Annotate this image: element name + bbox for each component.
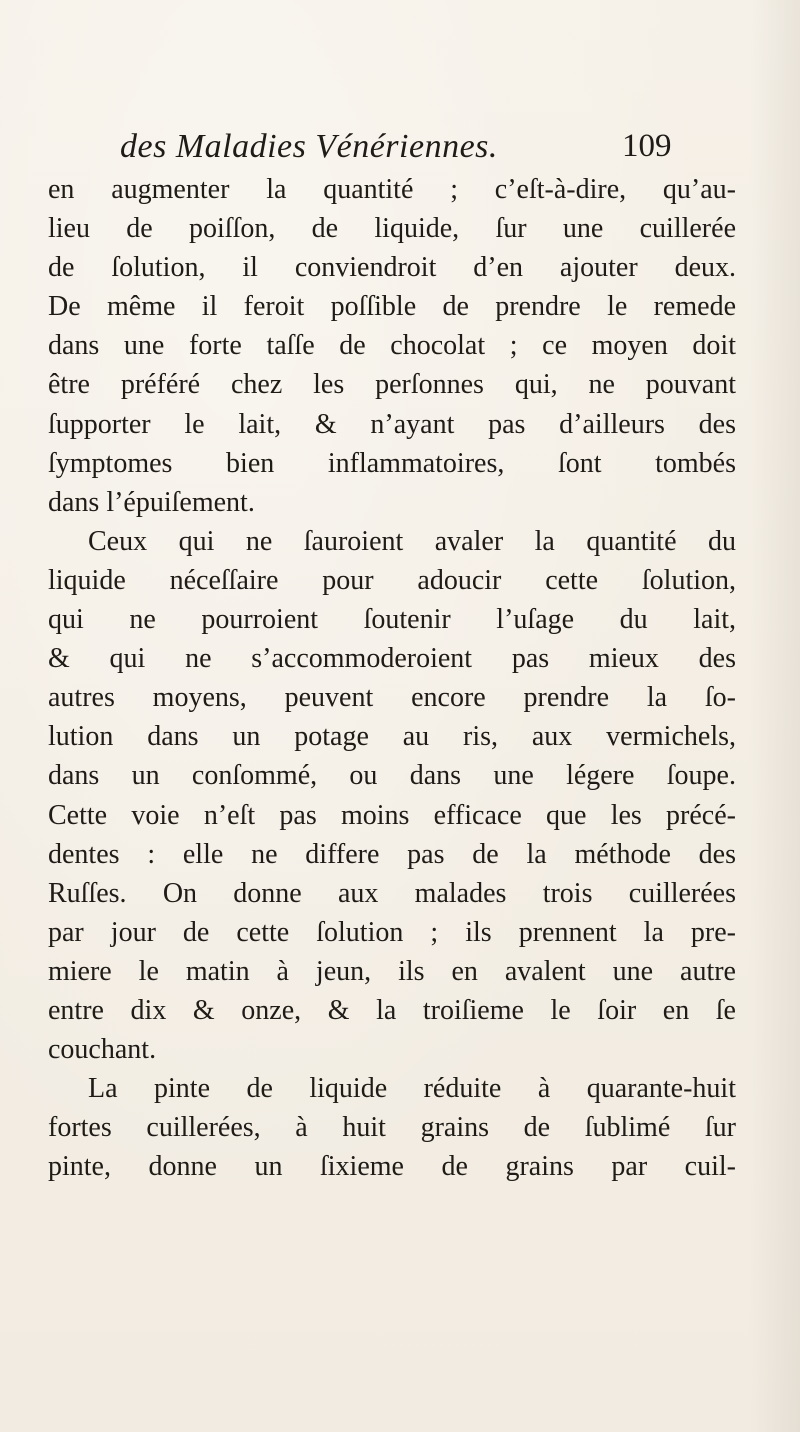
text-line: pinte, donne un ſixieme de grains par cuil- [48, 1151, 736, 1183]
text-line: autres moyens, peuvent encore prendre la ſo- [48, 682, 736, 714]
running-title: des Maladies Vénériennes. [120, 128, 498, 165]
body-text [48, 170, 736, 1186]
text-line: La pinte de liquide réduite à quarante-huit [88, 1073, 736, 1105]
text-line: & qui ne s’accommoderoient pas mieux des [48, 643, 736, 675]
text-line: ſupporter le lait, & n’ayant pas d’ailleurs des [48, 408, 736, 440]
text-line: dans un conſommé, ou dans une légere ſoupe. [48, 760, 736, 792]
page-edge-shadow [750, 0, 800, 1432]
text-line: Ruſſes. On donne aux malades trois cuillerées [48, 877, 736, 909]
text-line: en augmenter la quantité ; c’eſt-à-dire, qu’au- [48, 174, 736, 205]
text-line: Ceux qui ne ſauroient avaler la quantité du [88, 525, 736, 557]
page-number: 109 [622, 128, 672, 164]
text-line: couchant. [48, 1034, 157, 1066]
text-line: ſymptomes bien inflammatoires, ſont tombés [48, 447, 736, 479]
text-line: entre dix & onze, & la troiſieme le ſoir en ſe [48, 994, 736, 1026]
text-line: lieu de poiſſon, de liquide, ſur une cuillerée [48, 213, 736, 245]
text-line: dans une forte taſſe de chocolat ; ce moyen doit [48, 330, 736, 362]
text-line: dans l’épuiſement. [48, 486, 255, 518]
text-line: qui ne pourroient ſoutenir l’uſage du lait, [48, 604, 736, 636]
text-line: lution dans un potage au ris, aux vermichels, [48, 721, 736, 753]
text-line: par jour de cette ſolution ; ils prennent la pre- [48, 916, 736, 948]
text-line: liquide néceſſaire pour adoucir cette ſolution, [48, 564, 736, 596]
text-line: dentes : elle ne differe pas de la méthode des [48, 838, 736, 870]
text-line: fortes cuillerées, à huit grains de ſublimé ſur [48, 1112, 736, 1144]
text-line: Cette voie n’eſt pas moins efficace que les précé- [48, 799, 736, 831]
text-line: de ſolution, il conviendroit d’en ajouter deux. [48, 252, 736, 284]
text-line: être préféré chez les perſonnes qui, ne pouvant [48, 369, 736, 401]
running-head [120, 128, 720, 168]
text-line: De même il feroit poſſible de prendre le remede [48, 291, 736, 323]
text-line: miere le matin à jeun, ils en avalent une autre [48, 955, 736, 987]
